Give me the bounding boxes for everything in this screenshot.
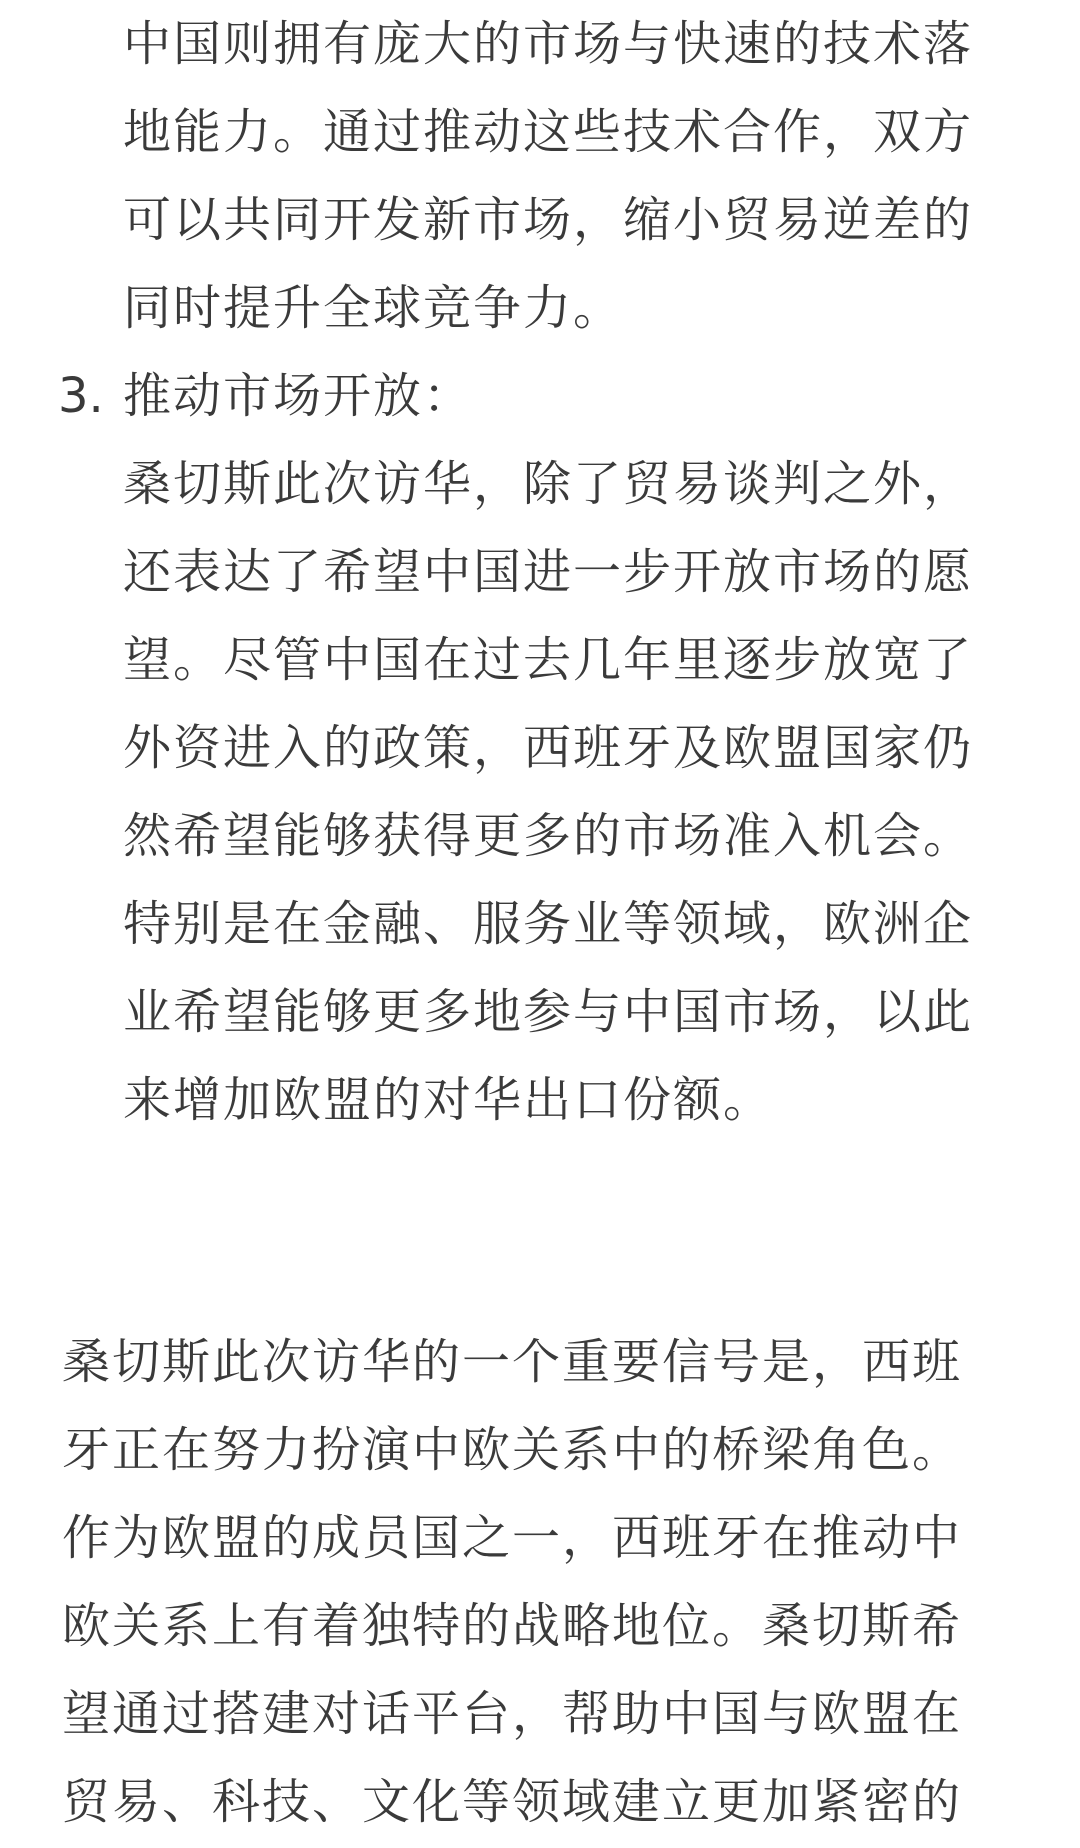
paragraph-line: 桑切斯此次访华的一个重要信号是，西班 bbox=[62, 1334, 963, 1390]
paragraph-line: 欧关系上有着独特的战略地位。桑切斯希 bbox=[62, 1598, 963, 1654]
text-line: 中国则拥有庞大的市场与快速的技术落 bbox=[123, 16, 974, 72]
paragraph-line: 作为欧盟的成员国之一，西班牙在推动中 bbox=[62, 1510, 963, 1566]
paragraph-line: 牙正在努力扮演中欧关系中的桥梁角色。 bbox=[62, 1422, 963, 1478]
list-item-number: 3. bbox=[58, 368, 104, 424]
text-line: 外资进入的政策，西班牙及欧盟国家仍 bbox=[123, 720, 974, 776]
list-item-title: 推动市场开放： bbox=[123, 368, 474, 424]
text-line: 然希望能够获得更多的市场准入机会。 bbox=[123, 808, 974, 864]
text-line: 来增加欧盟的对华出口份额。 bbox=[123, 1072, 774, 1128]
text-line: 同时提升全球竞争力。 bbox=[123, 280, 624, 336]
text-line: 还表达了希望中国进一步开放市场的愿 bbox=[123, 544, 974, 600]
text-line: 望。尽管中国在过去几年里逐步放宽了 bbox=[123, 632, 974, 688]
paragraph-line: 望通过搭建对话平台，帮助中国与欧盟在 bbox=[62, 1686, 963, 1742]
text-line: 地能力。通过推动这些技术合作，双方 bbox=[123, 104, 974, 160]
text-line: 业希望能够更多地参与中国市场，以此 bbox=[123, 984, 974, 1040]
text-line: 可以共同开发新市场，缩小贸易逆差的 bbox=[123, 192, 974, 248]
text-line: 桑切斯此次访华，除了贸易谈判之外， bbox=[123, 456, 974, 512]
paragraph-line: 贸易、科技、文化等领域建立更加紧密的 bbox=[62, 1774, 963, 1830]
text-line: 特别是在金融、服务业等领域，欧洲企 bbox=[123, 896, 974, 952]
